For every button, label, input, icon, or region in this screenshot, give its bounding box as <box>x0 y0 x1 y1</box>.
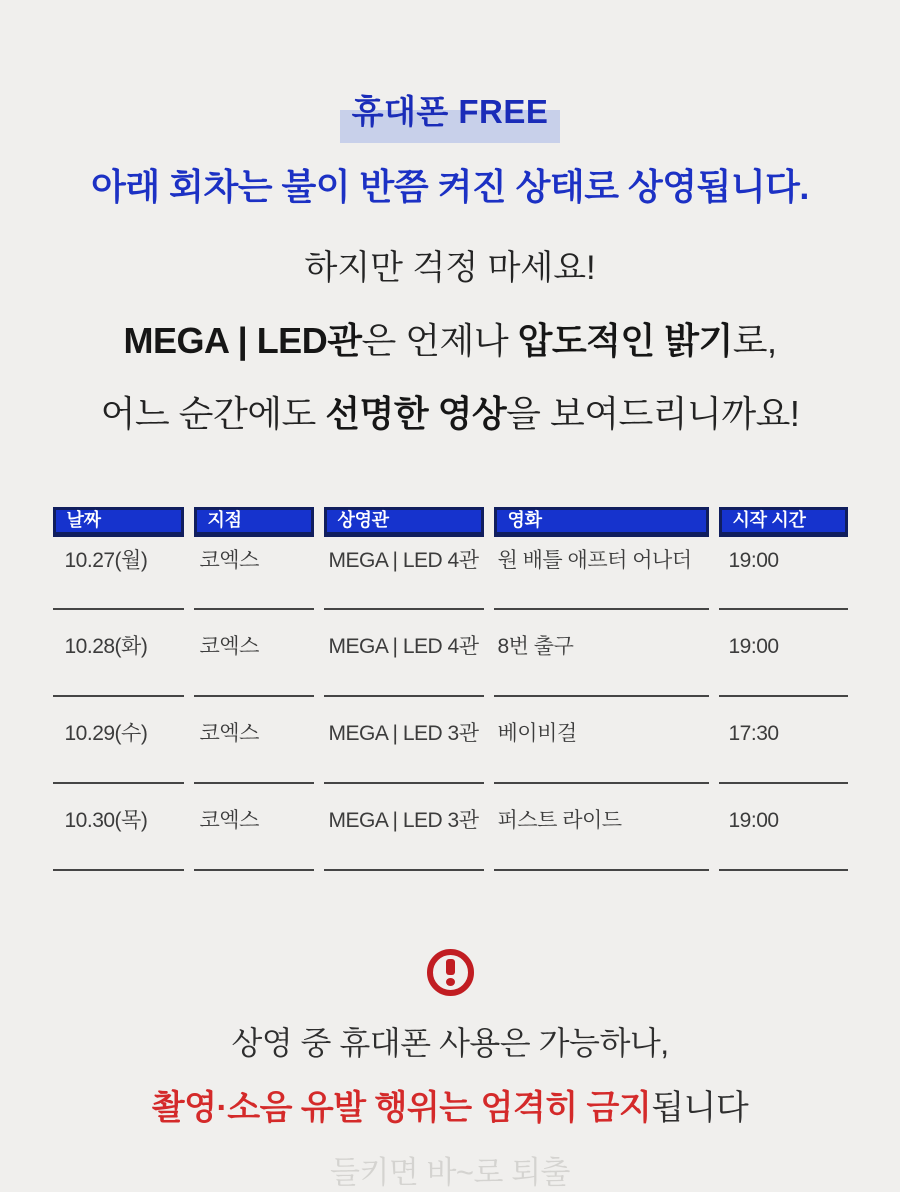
cell-start-time: 19:00 <box>719 610 848 697</box>
cell-movie: 퍼스트 라이드 <box>494 784 709 871</box>
exclamation-bar <box>446 959 455 975</box>
clear-image-bold: 선명한 영상 <box>325 393 507 434</box>
hero-mega-line <box>0 313 900 364</box>
warning-line-eject: 들키면 바~로 퇴출 <box>330 1155 570 1190</box>
mega-led-bold: MEGA | LED관 <box>123 320 362 361</box>
exclamation-dot <box>446 978 455 986</box>
mega-plain-1: 은 언제나 <box>361 320 518 361</box>
cell-start-time: 19:00 <box>719 784 848 871</box>
clear-plain-2: 을 보여드리니까요! <box>506 393 800 434</box>
cell-branch: 코엑스 <box>194 537 314 610</box>
hero-subtitle: 아래 회차는 불이 반쯤 켜진 상태로 상영됩니다. <box>91 166 809 207</box>
cell-date: 10.27(월) <box>53 537 184 610</box>
table-row <box>53 537 848 610</box>
table-row <box>53 610 848 697</box>
header-branch: 지점 <box>194 507 314 537</box>
cell-movie: 8번 출구 <box>494 610 709 697</box>
cell-branch: 코엑스 <box>194 697 314 784</box>
clear-plain-1: 어느 순간에도 <box>100 393 326 434</box>
header-start-time: 시작 시간 <box>719 507 848 537</box>
cell-movie: 베이비걸 <box>494 697 709 784</box>
cell-date: 10.28(화) <box>53 610 184 697</box>
warning-prohibited-rest: 됩니다 <box>651 1089 749 1127</box>
header-theater: 상영관 <box>324 507 484 537</box>
brightness-bold: 압도적인 밝기 <box>517 320 733 361</box>
badge-highlight <box>340 84 561 143</box>
header-movie: 영화 <box>494 507 709 537</box>
warning-line-prohibited <box>0 1080 900 1129</box>
header-date: 날짜 <box>53 507 184 537</box>
phone-free-badge: 휴대폰 FREE <box>351 93 549 130</box>
cell-theater: MEGA | LED 3관 <box>324 697 484 784</box>
hero-reassure-line: 하지만 걱정 마세요! <box>304 249 596 287</box>
cell-start-time: 17:30 <box>719 697 848 784</box>
cell-branch: 코엑스 <box>194 784 314 871</box>
table-row <box>53 697 848 784</box>
cell-date: 10.29(수) <box>53 697 184 784</box>
cell-theater: MEGA | LED 4관 <box>324 537 484 610</box>
exclamation-circle-icon <box>427 949 474 996</box>
mega-plain-2: 로, <box>732 320 777 361</box>
hero-clear-line <box>0 386 900 437</box>
cell-theater: MEGA | LED 3관 <box>324 784 484 871</box>
cell-movie: 원 배틀 애프터 어나더 <box>494 537 709 610</box>
cell-branch: 코엑스 <box>194 610 314 697</box>
hero-section <box>0 0 900 437</box>
warning-section <box>0 949 900 1192</box>
warning-prohibited-red: 촬영·소음 유발 행위는 엄격히 금지 <box>151 1089 652 1127</box>
warning-line-allowed: 상영 중 휴대폰 사용은 가능하나, <box>231 1025 669 1061</box>
cell-theater: MEGA | LED 4관 <box>324 610 484 697</box>
cell-start-time: 19:00 <box>719 537 848 610</box>
cell-date: 10.30(목) <box>53 784 184 871</box>
screening-schedule-table <box>53 507 848 871</box>
table-row <box>53 784 848 871</box>
table-header-row <box>53 507 848 537</box>
phone-free-badge-line <box>0 84 900 143</box>
